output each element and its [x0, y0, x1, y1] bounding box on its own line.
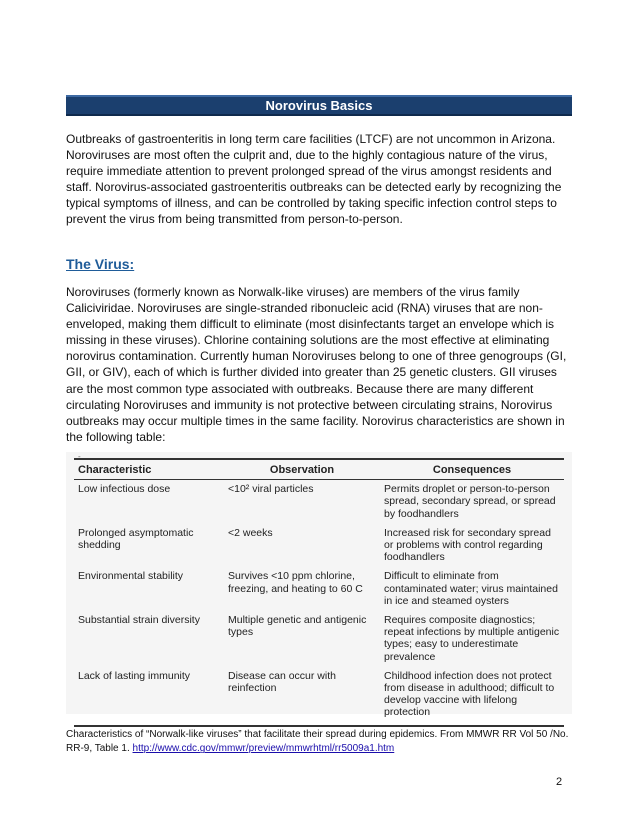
cell-consequences: Childhood infection does not protect from disease in adulthood; difficult to develop vaccine with lifelong protection	[380, 667, 564, 726]
cell-consequences: Permits droplet or person-to-person spread, secondary spread, or spread by foodhandlers	[384, 483, 556, 520]
cell-characteristic: Lack of lasting immunity	[74, 667, 224, 726]
cell-consequences: Requires composite diagnostics; repeat infections by multiple antigenic types; easy to underestimate prevalence	[384, 614, 560, 663]
table-row	[74, 667, 564, 726]
scan-mark: -	[78, 452, 81, 461]
cell-characteristic: Prolonged asymptomatic shedding	[78, 526, 194, 552]
virus-paragraph: Noroviruses (formerly known as Norwalk-like viruses) are members of the virus family Caliciviridae. Noroviruses are single-stranded ribonucleic acid (RNA) viruses that are non-enveloped, making them difficult to eliminate (most disinfectants target an envelope which is missing in these viruses). Chlorine containing solutions are the most effective at eliminating norovirus contamination. Currently human Noroviruses belong to one of three genogroups (GI, GII, or GIV), each of which is further divided into greater than 25 genetic clusters. GII viruses are the most common type associated with outbreaks. Because there are many different circulating Noroviruses and immunity is not protective between circulating strains, Norovirus outbreaks may occur multiple times in the same facility. Norovirus characteristics are shown in the following table:	[66, 285, 567, 444]
cell-consequences: Increased risk for secondary spread or problems with control regarding foodhandlers	[384, 526, 551, 564]
mmwr-link[interactable]: http://www.cdc.gov/mmwr/preview/mmwrhtml/rr5009a1.htm	[132, 743, 395, 755]
table-row	[74, 524, 564, 568]
cell-characteristic: Low infectious dose	[78, 483, 171, 496]
cell-characteristic: Environmental stability	[78, 570, 184, 583]
cell-consequences: Difficult to eliminate from contaminated water; virus maintained in ice and steamed oysters	[384, 570, 558, 607]
header-characteristic: Characteristic	[74, 459, 224, 480]
cell-observation: <10² viral particles	[228, 483, 314, 496]
table-row	[74, 480, 564, 524]
caption-text: Characteristics of “Norwalk-like viruses” that facilitate their spread during epidemics. From MMWR RR Vol 50 /No. RR-9, Table 1.	[66, 729, 569, 755]
header-observation: Observation	[224, 459, 380, 480]
table-row	[74, 611, 564, 667]
cell-observation: Survives <10 ppm chlorine, freezing, and heating to 60 C	[228, 570, 363, 595]
characteristics-table	[74, 458, 564, 727]
cell-observation: Disease can occur with reinfection	[224, 667, 380, 726]
table-row	[74, 567, 564, 611]
page-number: 2	[556, 776, 563, 788]
cell-characteristic: Substantial strain diversity	[78, 614, 200, 627]
intro-paragraph: Outbreaks of gastroenteritis in long term care facilities (LTCF) are not uncommon in Arizona. Noroviruses are most often the culprit and, due to the highly contagious nature of the virus, require immediate attention to prevent prolonged spread of the virus amongst residents and staff. Norovirus-associated gastroenteritis outbreaks can be detected early by recognizing the typical symptoms of illness, and can be controlled by taking specific infection control steps to prevent the virus from being transmitted from person-to-person.	[66, 132, 562, 227]
cell-observation: Multiple genetic and antigenic types	[228, 614, 367, 639]
section-heading-virus: The Virus:	[66, 256, 135, 272]
characteristics-table-image	[66, 452, 572, 719]
header-consequences: Consequences	[380, 459, 564, 480]
title-banner	[66, 95, 572, 116]
page-title: Norovirus Basics	[265, 98, 373, 113]
cell-observation: <2 weeks	[228, 526, 273, 539]
table-header-row	[74, 459, 564, 480]
table-caption	[66, 728, 578, 757]
